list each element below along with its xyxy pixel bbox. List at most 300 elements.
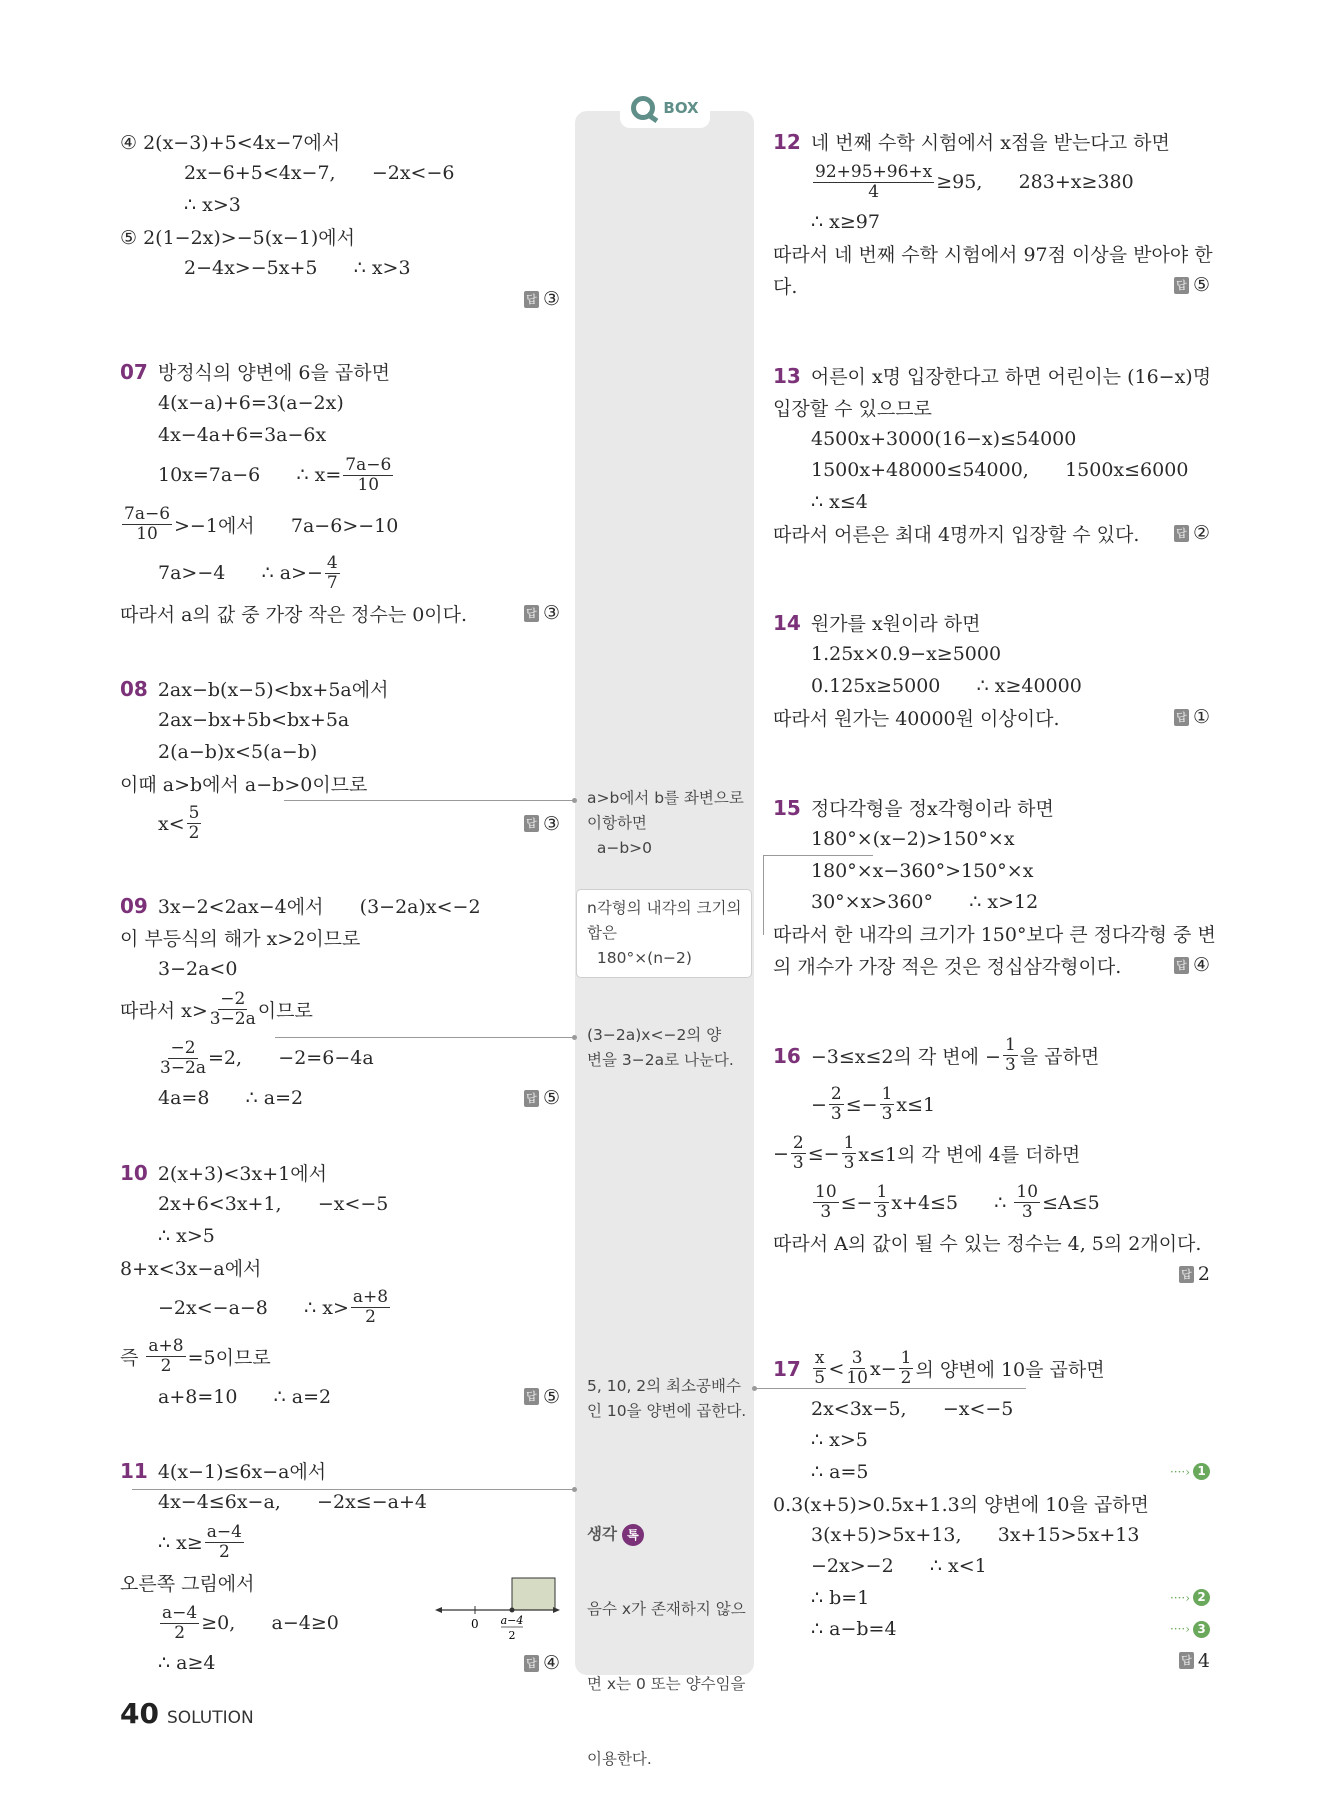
solution-line [120, 451, 560, 500]
solution-line [773, 392, 1210, 424]
fraction-numerator: 2 [792, 1133, 804, 1153]
step-number-badge: 1 [1193, 1463, 1210, 1480]
answer-value: ⑤ [1192, 274, 1210, 297]
answer [524, 602, 560, 624]
solution-line [120, 1283, 560, 1332]
solution-line [773, 1259, 1210, 1291]
math-text: 3x−2<2ax−4에서 (3−2a)x<−2 [157, 896, 481, 919]
math-text: −2x>−2 ∴ x<1 [811, 1555, 987, 1578]
math-text: 네 번째 수학 시험에서 x점을 받는다고 하면 [810, 132, 1170, 155]
math-text: 입장할 수 있으므로 [773, 397, 932, 420]
math-text: 의 양변에 10을 곱하면 [915, 1359, 1105, 1381]
solution-line [120, 356, 560, 388]
step-number-badge: 3 [1193, 1621, 1210, 1638]
math-text: 2x<3x−5, −x<−5 [811, 1397, 1014, 1420]
solution-line [773, 670, 1210, 702]
math-text: < [828, 1357, 845, 1380]
solution-line [120, 799, 560, 848]
problem-number: 09 [120, 893, 148, 918]
math-text: 이 부등식의 해가 x>2이므로 [120, 927, 361, 950]
fraction-numerator: 92+95+96+x [815, 161, 933, 182]
solution-line [120, 500, 560, 549]
connector-dot [572, 1487, 577, 1492]
solution-line [120, 736, 560, 768]
fraction-numerator: a−4 [206, 1522, 242, 1542]
solution-line [773, 1031, 1210, 1080]
solution-line [120, 598, 560, 630]
solution-line [120, 1252, 560, 1284]
solution-region [512, 1578, 555, 1610]
solution-line [120, 673, 560, 705]
math-text: ∴ b=1 [811, 1586, 870, 1609]
fraction [210, 990, 256, 1029]
solution-line [773, 950, 1210, 982]
math-text: 따라서 네 번째 수학 시험에서 97점 이상을 받아야 한 [773, 244, 1213, 267]
fraction-denominator: 2 [508, 1629, 516, 1642]
step-number-badge: 2 [1193, 1589, 1210, 1606]
page-number: 40 [120, 1697, 159, 1730]
problem-number: 10 [120, 1160, 148, 1185]
math-text: 따라서 x> [120, 999, 208, 1022]
fraction-denominator: 3 [1021, 1202, 1033, 1222]
solution-12 [773, 126, 1213, 301]
solution-14 [773, 607, 1210, 733]
problem-number: 08 [120, 676, 148, 701]
answer-icon: 답 [524, 1090, 539, 1107]
fraction-denominator: 10 [357, 474, 380, 495]
math-text: ∴ x≥97 [811, 211, 880, 234]
zero-label: 0 [471, 1617, 479, 1631]
answer [1174, 706, 1210, 728]
solution-line [773, 792, 1210, 824]
fraction-numerator: 7a−6 [124, 503, 171, 524]
math-text: 4x−4a+6=3a−6x [158, 423, 327, 446]
connector-line [763, 855, 873, 856]
note-polygon-angle-sum [576, 889, 752, 978]
fraction-numerator: 4 [326, 552, 338, 573]
solution-line [773, 1456, 1210, 1488]
answer [1174, 274, 1210, 296]
solution-line [120, 549, 560, 598]
tip-badge: 톡 [622, 1524, 644, 1546]
fraction-numerator: 7a−6 [345, 454, 392, 475]
math-text: 4(x−a)+6=3(a−2x) [158, 392, 344, 415]
math-text: 4x−4≤6x−a, −2x≤−a+4 [158, 1491, 427, 1514]
solution-07 [120, 356, 560, 629]
answer [524, 1652, 560, 1674]
page-footer [120, 1697, 254, 1730]
problem-number: 16 [773, 1043, 801, 1068]
solution-line [773, 270, 1210, 302]
math-text: 따라서 a의 값 중 가장 작은 정수는 0이다. [120, 603, 468, 626]
fraction [813, 163, 934, 202]
dotted-arrow-icon: ····› [1169, 1622, 1190, 1637]
fraction-denominator: 3−2a [209, 1008, 256, 1029]
solution-line [773, 158, 1210, 207]
math-text: ∴ a≥4 [158, 1652, 216, 1675]
fraction-numerator: 1 [900, 1348, 912, 1368]
problem-number: 14 [773, 610, 801, 635]
fraction-denominator: 3 [792, 1153, 804, 1173]
solution-line [773, 824, 1210, 856]
solution-line [120, 126, 560, 158]
math-text: 4a=8 ∴ a=2 [158, 1087, 304, 1110]
fraction-numerator: a+8 [148, 1336, 184, 1356]
fraction [899, 1349, 914, 1388]
math-text: ≤− [807, 1142, 840, 1165]
tip-line: 이용한다. [587, 1750, 652, 1768]
solution-line [773, 1551, 1210, 1583]
fraction-denominator: 3 [1004, 1055, 1016, 1075]
note-thinking-tip [587, 1472, 749, 1797]
math-text: 을 곱하면 [1019, 1046, 1100, 1068]
fraction-numerator: a−4 [500, 1614, 524, 1627]
fraction-denominator: 2 [188, 823, 200, 843]
math-text: 2x−6+5<4x−7, −2x<−6 [184, 162, 455, 185]
answer-icon: 답 [524, 605, 539, 622]
answer-icon: 답 [524, 291, 539, 308]
answer [1174, 954, 1210, 976]
fraction-denominator: 2 [900, 1368, 912, 1388]
fraction [187, 804, 202, 843]
solution-line [120, 985, 560, 1034]
math-text: 다. [773, 275, 798, 298]
math-text: ≤A≤5 [1042, 1191, 1100, 1214]
note-divide [587, 1023, 749, 1073]
math-text: ⑤ 2(1−2x)>−5(x−1)에서 [120, 226, 355, 249]
math-text: ∴ x≥ [158, 1531, 203, 1554]
connector-dot [572, 798, 577, 803]
answer [524, 1087, 560, 1109]
boundary-point [510, 1608, 515, 1613]
math-text: 30°×x>360° ∴ x>12 [811, 891, 1039, 914]
solution-line [773, 887, 1210, 919]
arrow-right-icon [553, 1607, 560, 1613]
fraction-denominator: 4 [868, 181, 880, 202]
answer [524, 813, 560, 835]
fraction-denominator: 3−2a [160, 1057, 207, 1078]
answer-value: ② [1192, 522, 1210, 545]
solution-line [773, 1344, 1210, 1393]
solution-line [773, 1582, 1210, 1614]
q-box-logo [620, 88, 710, 128]
math-text: ≥95, 283+x≥380 [936, 171, 1134, 193]
math-text: ≥0, a−4≥0 [201, 1612, 339, 1634]
math-text: 즉 [120, 1347, 145, 1369]
solution-line [773, 486, 1210, 518]
answer [524, 288, 560, 310]
fraction [791, 1134, 806, 1173]
fraction [343, 456, 393, 495]
answer-icon: 답 [1174, 277, 1189, 294]
solution-line [120, 1455, 560, 1487]
solution-08 [120, 673, 560, 848]
fraction [146, 1337, 185, 1376]
note-line: 180°×(n−2) [587, 949, 692, 967]
fraction [846, 1349, 868, 1388]
math-text: ≤− [840, 1191, 873, 1214]
solution-line [120, 768, 560, 800]
solution-line [120, 1189, 560, 1221]
answer-icon: 답 [524, 815, 539, 832]
answer-value: ⑤ [542, 1385, 560, 1408]
solution-06-choices [120, 126, 560, 315]
section-label: SOLUTION [166, 1708, 254, 1728]
solution-line [773, 1425, 1210, 1457]
solution-17 [773, 1344, 1210, 1677]
solution-line [120, 1648, 560, 1680]
fraction-numerator: 10 [1016, 1182, 1039, 1202]
solution-13 [773, 360, 1210, 549]
fraction [205, 1523, 244, 1562]
math-text: ∴ x>5 [158, 1224, 215, 1247]
math-text: ∴ x>5 [811, 1429, 868, 1452]
solution-line [773, 518, 1210, 550]
fraction-numerator: 3 [851, 1348, 863, 1368]
solution-line [773, 918, 1216, 950]
solution-line [120, 1034, 560, 1083]
solution-line [773, 639, 1210, 671]
math-text: ∴ a=5 [811, 1460, 869, 1483]
dotted-arrow-icon: ····› [1169, 1464, 1190, 1479]
solution-line [120, 1332, 560, 1381]
solution-15 [773, 792, 1216, 981]
solution-line [120, 1220, 560, 1252]
math-text: >−1에서 7a−6>−10 [174, 514, 399, 537]
answer-value: ④ [1192, 954, 1210, 977]
solution-line [773, 855, 1210, 887]
answer [524, 1386, 560, 1408]
math-text: 정다각형을 정x각형이라 하면 [810, 798, 1054, 821]
fraction-numerator: 10 [815, 1182, 837, 1202]
step-marker [1170, 1463, 1210, 1480]
fraction-denominator: 2 [218, 1542, 230, 1562]
solution-line [120, 705, 560, 737]
math-text: ∴ a−b=4 [811, 1618, 897, 1641]
problem-number: 15 [773, 795, 801, 820]
solution-line [773, 423, 1210, 455]
answer [1179, 1263, 1210, 1285]
solution-line [773, 360, 1210, 392]
math-text: x≤1 [896, 1093, 936, 1116]
math-text: −3≤x≤2의 각 변에 − [810, 1046, 1001, 1068]
answer-icon: 답 [1174, 525, 1189, 542]
fraction-denominator: 3 [820, 1202, 832, 1222]
fraction-denominator: 10 [136, 523, 158, 544]
note-line: 이항하면 [587, 814, 647, 832]
fraction-denominator: 2 [160, 1356, 172, 1376]
math-text: 4500x+3000(16−x)≤54000 [811, 427, 1077, 450]
math-text: 2x+6<3x+1, −x<−5 [158, 1193, 389, 1216]
solution-line [773, 1227, 1210, 1259]
math-text: 이때 a>b에서 a−b>0이므로 [120, 773, 368, 796]
solution-line [773, 207, 1210, 239]
step-marker [1170, 1621, 1210, 1638]
math-text: x< [158, 812, 185, 835]
math-text: 180°×x−360°>150°×x [811, 859, 1034, 882]
solution-line [773, 702, 1210, 734]
fraction-denominator: 2 [174, 1622, 186, 1643]
answer-icon: 답 [524, 1655, 539, 1672]
answer-icon: 답 [1179, 1652, 1194, 1669]
solution-line [773, 126, 1210, 158]
fraction-numerator: a−4 [162, 1602, 198, 1623]
fraction-denominator: 3 [876, 1202, 888, 1222]
math-text: ≤− [845, 1093, 878, 1116]
math-text: 원가를 x원이라 하면 [810, 613, 981, 636]
fraction-denominator: 10 [846, 1368, 868, 1388]
math-text: − [811, 1093, 827, 1116]
fraction-numerator: 2 [830, 1084, 842, 1104]
fraction [842, 1134, 857, 1173]
solution-line [120, 221, 560, 253]
math-text: 2(x+3)<3x+1에서 [157, 1163, 327, 1186]
solution-line [120, 1157, 560, 1189]
math-text: ④ 2(x−3)+5<4x−7에서 [120, 132, 341, 155]
solution-line [120, 284, 560, 316]
fraction-denominator: 2 [365, 1307, 376, 1327]
note-lcm [587, 1374, 749, 1424]
solution-line [120, 252, 560, 284]
fraction [874, 1183, 889, 1222]
solution-line [120, 1381, 560, 1413]
problem-number: 17 [773, 1356, 801, 1381]
solution-line [773, 238, 1213, 270]
solution-line [120, 953, 560, 985]
math-text: =2, −2=6−4a [208, 1047, 374, 1069]
math-text: 0.3(x+5)>0.5x+1.3의 양변에 10을 곱하면 [773, 1493, 1149, 1516]
math-text: 2(a−b)x<5(a−b) [158, 740, 318, 763]
math-text: x− [870, 1357, 897, 1380]
math-text: ∴ x>3 [184, 193, 241, 216]
math-text: 10x=7a−6 ∴ x= [158, 464, 342, 486]
math-text: 2ax−bx+5b<bx+5a [158, 709, 350, 732]
arrow-left-icon [435, 1607, 442, 1613]
note-line: (3−2a)x<−2의 양 [587, 1026, 722, 1044]
solution-line [773, 607, 1210, 639]
fraction-numerator: 5 [188, 803, 200, 823]
fraction-numerator: 1 [881, 1084, 893, 1104]
math-text: ∴ x≤4 [811, 490, 868, 513]
fraction [1014, 1183, 1040, 1222]
answer-value: ⑤ [542, 1087, 560, 1110]
fraction [325, 554, 340, 593]
math-text: 1500x+48000≤54000, 1500x≤6000 [811, 459, 1189, 482]
fraction [1003, 1036, 1018, 1075]
connector-line [132, 1489, 575, 1490]
solution-line [120, 1518, 560, 1567]
fraction [160, 1604, 199, 1643]
connector-line [284, 800, 575, 801]
answer-icon: 답 [1174, 957, 1189, 974]
math-text: 따라서 한 내각의 크기가 150°보다 큰 정다각형 중 변 [773, 924, 1216, 947]
fraction-denominator: 7 [326, 572, 338, 593]
problem-number: 07 [120, 359, 148, 384]
solution-line [773, 1488, 1210, 1520]
answer-icon: 답 [1179, 1266, 1194, 1283]
math-text: 3−2a<0 [158, 957, 238, 980]
fraction-numerator: a+8 [352, 1287, 389, 1307]
solution-line [773, 1614, 1210, 1646]
math-text: 2ax−b(x−5)<bx+5a에서 [157, 679, 389, 702]
answer [1174, 522, 1210, 544]
math-text: 2−4x>−5x+5 ∴ x>3 [184, 256, 411, 279]
answer-icon: 답 [1174, 709, 1189, 726]
fraction [122, 505, 172, 544]
answer-value: ④ [542, 1652, 560, 1675]
math-text: x+4≤5 ∴ [891, 1191, 1013, 1214]
solution-line [773, 455, 1210, 487]
q-box-label: BOX [663, 99, 699, 117]
note-line: 5, 10, 2의 최소공배수 [587, 1377, 741, 1395]
solution-line [120, 890, 560, 922]
connector-line [754, 1388, 1026, 1389]
answer-value: 2 [1197, 1263, 1210, 1286]
connector-line [763, 855, 764, 935]
math-text: 1.25x×0.9−x≥5000 [811, 643, 1002, 666]
math-text: a+8=10 ∴ a=2 [158, 1385, 332, 1408]
math-text: 이므로 [257, 999, 313, 1022]
fraction-numerator: −2 [170, 1037, 196, 1058]
solution-line [120, 388, 560, 420]
answer-value: ③ [542, 812, 560, 835]
math-text: 3(x+5)>5x+13, 3x+15>5x+13 [811, 1523, 1140, 1546]
math-text: 따라서 A의 값이 될 수 있는 정수는 4, 5의 2개이다. [773, 1233, 1202, 1256]
solution-line [773, 1519, 1210, 1551]
fraction [813, 1349, 827, 1388]
fraction [829, 1085, 844, 1124]
math-text: 방정식의 양변에 6을 곱하면 [157, 362, 390, 385]
note-line: 변을 3−2a로 나눈다. [587, 1051, 734, 1069]
math-text: x≤1의 각 변에 4를 더하면 [858, 1144, 1081, 1166]
solution-line [120, 1083, 560, 1115]
tip-title: 생각 [587, 1525, 617, 1543]
math-text: 7a>−4 ∴ a>− [158, 562, 323, 584]
tip-line: 음수 x가 존재하지 않으 [587, 1600, 746, 1618]
math-text: 따라서 어른은 최대 4명까지 입장할 수 있다. [773, 523, 1140, 546]
fraction [880, 1085, 895, 1124]
math-text: 8+x<3x−a에서 [120, 1257, 262, 1280]
solution-16 [773, 1031, 1210, 1290]
step-marker [1170, 1589, 1210, 1606]
answer-value: ③ [542, 602, 560, 625]
math-text: 4(x−1)≤6x−a에서 [157, 1461, 327, 1484]
math-text: 의 개수가 가장 적은 것은 정십삼각형이다. [773, 955, 1122, 978]
answer-value: ③ [542, 288, 560, 311]
solution-line [120, 189, 560, 221]
math-text: 따라서 원가는 40000원 이상이다. [773, 707, 1060, 730]
solution-line [120, 158, 560, 190]
fraction-numerator: −2 [220, 988, 246, 1009]
note-line: a>b에서 b를 좌변으로 [587, 789, 744, 807]
solution-line [120, 922, 560, 954]
note-line: a−b>0 [587, 839, 653, 857]
problem-number: 12 [773, 129, 801, 154]
solution-10 [120, 1157, 560, 1413]
fraction-numerator: 1 [1004, 1035, 1016, 1055]
q-logo-icon [631, 96, 655, 120]
math-text: 0.125x≥5000 ∴ x≥40000 [811, 674, 1082, 697]
answer-value: ① [1192, 706, 1210, 729]
connector-dot [752, 1386, 757, 1391]
math-text: =5이므로 [187, 1347, 271, 1369]
math-text: 180°×(x−2)>150°×x [811, 828, 1015, 851]
solution-line [120, 419, 560, 451]
fraction-numerator: 1 [843, 1133, 855, 1153]
fraction-denominator: 3 [881, 1104, 893, 1124]
problem-number: 11 [120, 1458, 148, 1483]
answer-icon: 답 [524, 1388, 539, 1405]
